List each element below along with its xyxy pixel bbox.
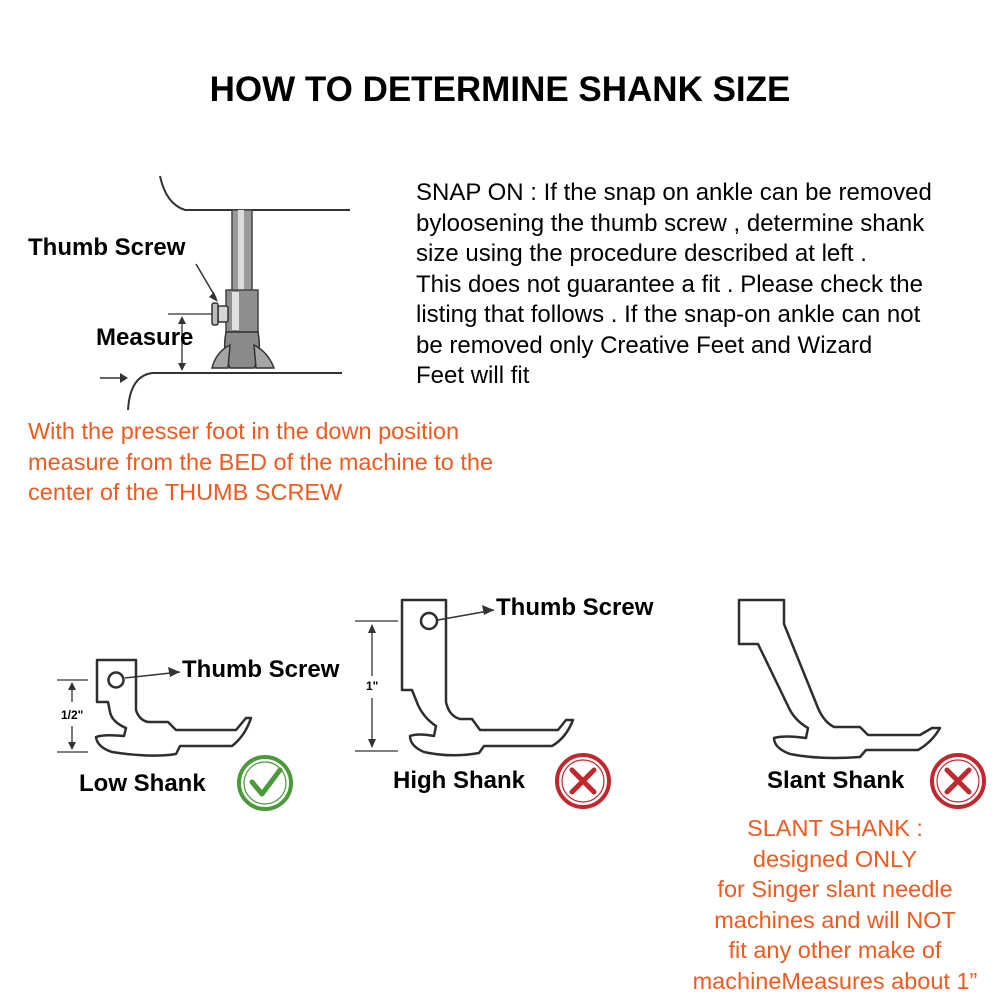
high-shank-cross-icon <box>557 755 609 807</box>
instruction-line: With the presser foot in the down position <box>28 418 460 444</box>
low-shank-arrow-down <box>68 742 76 750</box>
slant-shank-label: Slant Shank <box>767 767 905 794</box>
thumb-screw-label: Thumb Screw <box>28 234 186 261</box>
high-shank-thumb-screw-label: Thumb Screw <box>496 594 654 621</box>
low-shank-thumb-screw-label: Thumb Screw <box>182 656 340 683</box>
high-shank-arrow-down <box>368 739 376 748</box>
snap-on-line: SNAP ON : If the snap on ankle can be removed <box>416 179 932 206</box>
slant-shank-note <box>680 813 990 996</box>
measure-label: Measure <box>96 324 194 351</box>
slant-note-line: designed ONLY <box>752 845 918 872</box>
high-shank-dimension-label: 1" <box>366 679 379 693</box>
snap-on-line: listing that follows . If the snap-on ankle can not <box>416 301 921 328</box>
snap-on-line: be removed only Creative Feet and Wizard <box>416 331 873 359</box>
low-shank-label: Low Shank <box>79 770 206 797</box>
slant-note-line: SLANT SHANK : <box>747 815 923 841</box>
slant-note-line: fit any other make of <box>728 937 942 963</box>
slant-note-line: machineMeasures about 1” <box>692 967 978 994</box>
high-shank-callout-arrowhead <box>482 605 494 615</box>
low-shank-callout-arrowhead <box>168 667 180 677</box>
instruction-line: center of the THUMB SCREW <box>28 479 343 505</box>
snap-on-line: byloosening the thumb screw , determine shank <box>416 209 925 237</box>
instruction-line: measure from the BED of the machine to the <box>28 448 494 475</box>
page-title: HOW TO DETERMINE SHANK SIZE <box>209 70 791 109</box>
snap-on-line: This does not guarantee a fit . Please check the <box>416 270 923 298</box>
snap-on-line: size using the procedure described at left . <box>416 240 867 267</box>
high-shank-foot-icon <box>402 600 573 755</box>
low-shank-dimension-label: 1/2" <box>61 708 84 722</box>
snap-on-line: Feet will fit <box>416 362 530 389</box>
slant-note-line: machines and will NOT <box>714 906 956 933</box>
slant-shank-cross-icon <box>932 755 984 807</box>
slant-note-line: for Singer slant needle <box>717 876 953 902</box>
low-shank-check-icon <box>239 757 291 809</box>
high-shank-label: High Shank <box>393 767 526 794</box>
slant-shank-foot-icon <box>739 600 940 758</box>
low-shank-arrow-up <box>68 682 76 690</box>
high-shank-arrow-up <box>368 624 376 633</box>
